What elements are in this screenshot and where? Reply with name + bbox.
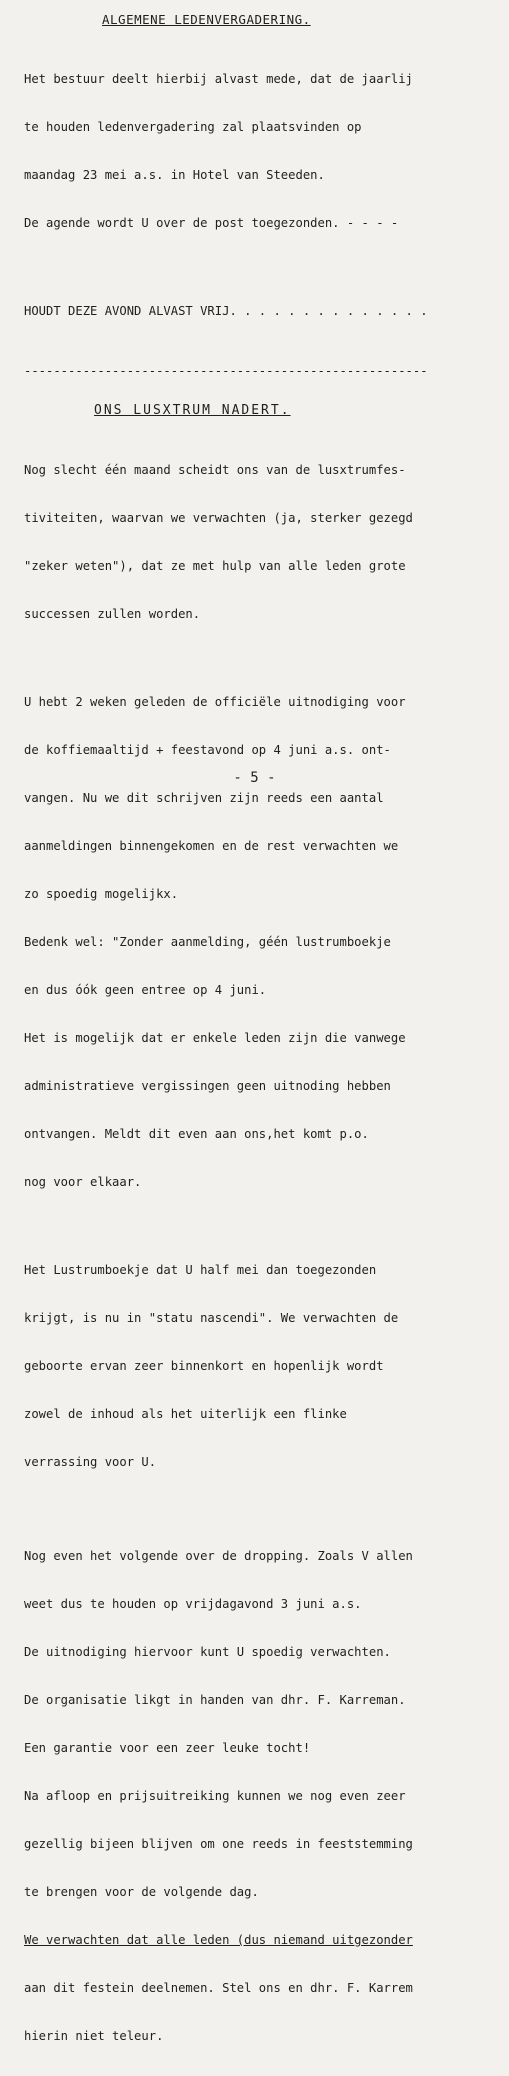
text-line: Het Lustrumboekje dat U half mei dan toegezonden: [24, 1263, 377, 1277]
text-line: de koffiemaaltijd + feestavond op 4 juni a.s. ont-: [24, 743, 391, 757]
intro-line: maandag 23 mei a.s. in Hotel van Steeden.: [24, 168, 325, 182]
text-line: Nog slecht één maand scheidt ons van de lusxtrumfes-: [24, 463, 406, 477]
divider-text: -------------------------------------------------------: [24, 364, 428, 378]
text-line: De uitnodiging hiervoor kunt U spoedig verwachten.: [24, 1645, 391, 1659]
headline-lustrum: ONS LUSXTRUM NADERT.: [94, 403, 291, 418]
text-line: Nog even het volgende over de dropping. Zoals V allen: [24, 1549, 413, 1563]
text-line: weet dus te houden op vrijdagavond 3 juni a.s.: [24, 1597, 362, 1611]
intro-line: te houden ledenvergadering zal plaatsvinden op: [24, 120, 362, 134]
text-line: en dus óók geen entree op 4 juni.: [24, 983, 267, 997]
text-line: gezellig bijeen blijven om one reeds in feeststemming: [24, 1837, 413, 1851]
intro-paragraph: [24, 39, 501, 351]
text-line-underlined: We verwachten dat alle leden (dus niemand uitgezonder: [24, 1933, 413, 1947]
lustrum-paragraph-4: [24, 1516, 501, 2076]
text-line: administratieve vergissingen geen uitnoding hebben: [24, 1079, 391, 1093]
text-line: Het is mogelijk dat er enkele leden zijn die vanwege: [24, 1031, 406, 1045]
lustrum-paragraph-1: [24, 430, 501, 654]
text-line: U hebt 2 weken geleden de officiële uitnodiging voor: [24, 695, 406, 709]
text-line: te brengen voor de volgende dag.: [24, 1885, 259, 1899]
text-line: tiviteiten, waarvan we verwachten (ja, sterker gezegd: [24, 511, 413, 525]
intro-line: Het bestuur deelt hierbij alvast mede, dat de jaarlij: [24, 72, 413, 86]
page-number: - 5 -: [233, 770, 276, 786]
text-line: ontvangen. Meldt dit even aan ons,het komt p.o.: [24, 1127, 369, 1141]
text-line: verrassing voor U.: [24, 1455, 157, 1469]
text-line: zo spoedig mogelijkx.: [24, 887, 179, 901]
text-line: Bedenk wel: "Zonder aanmelding, géén lustrumboekje: [24, 935, 391, 949]
text-line: krijgt, is nu in "statu nascendi". We verwachten de: [24, 1311, 399, 1325]
lustrum-paragraph-3: [24, 1230, 501, 1502]
text-line: Een garantie voor een zeer leuke tocht!: [24, 1741, 311, 1755]
lustrum-paragraph-2: [24, 662, 501, 1222]
text-line: geboorte ervan zeer binnenkort en hopenlijk wordt: [24, 1359, 384, 1373]
text-line: successen zullen worden.: [24, 607, 201, 621]
text-line: vangen. Nu we dit schrijven zijn reeds een aantal: [24, 791, 384, 805]
text-line: aanmeldingen binnengekomen en de rest verwachten we: [24, 839, 399, 853]
houdt-line: HOUDT DEZE AVOND ALVAST VRIJ. . . . . . . . . . . . . .: [24, 304, 428, 318]
text-line: "zeker weten"), dat ze met hulp van alle leden grote: [24, 559, 406, 573]
text-line: zowel de inhoud als het uiterlijk een flinke: [24, 1407, 347, 1421]
intro-line: De agende wordt U over de post toegezonden. - - - -: [24, 216, 399, 230]
section-title-algemene-ledenvergadering: ALGEMENE LEDENVERGADERING.: [102, 12, 311, 27]
text-line: hierin niet teleur.: [24, 2029, 164, 2043]
text-line: Na afloop en prijsuitreiking kunnen we nog even zeer: [24, 1789, 406, 1803]
text-line: aan dit festein deelnemen. Stel ons en dhr. F. Karrem: [24, 1981, 413, 1995]
text-line: nog voor elkaar.: [24, 1175, 142, 1189]
text-line: De organisatie likgt in handen van dhr. F. Karreman.: [24, 1693, 406, 1707]
